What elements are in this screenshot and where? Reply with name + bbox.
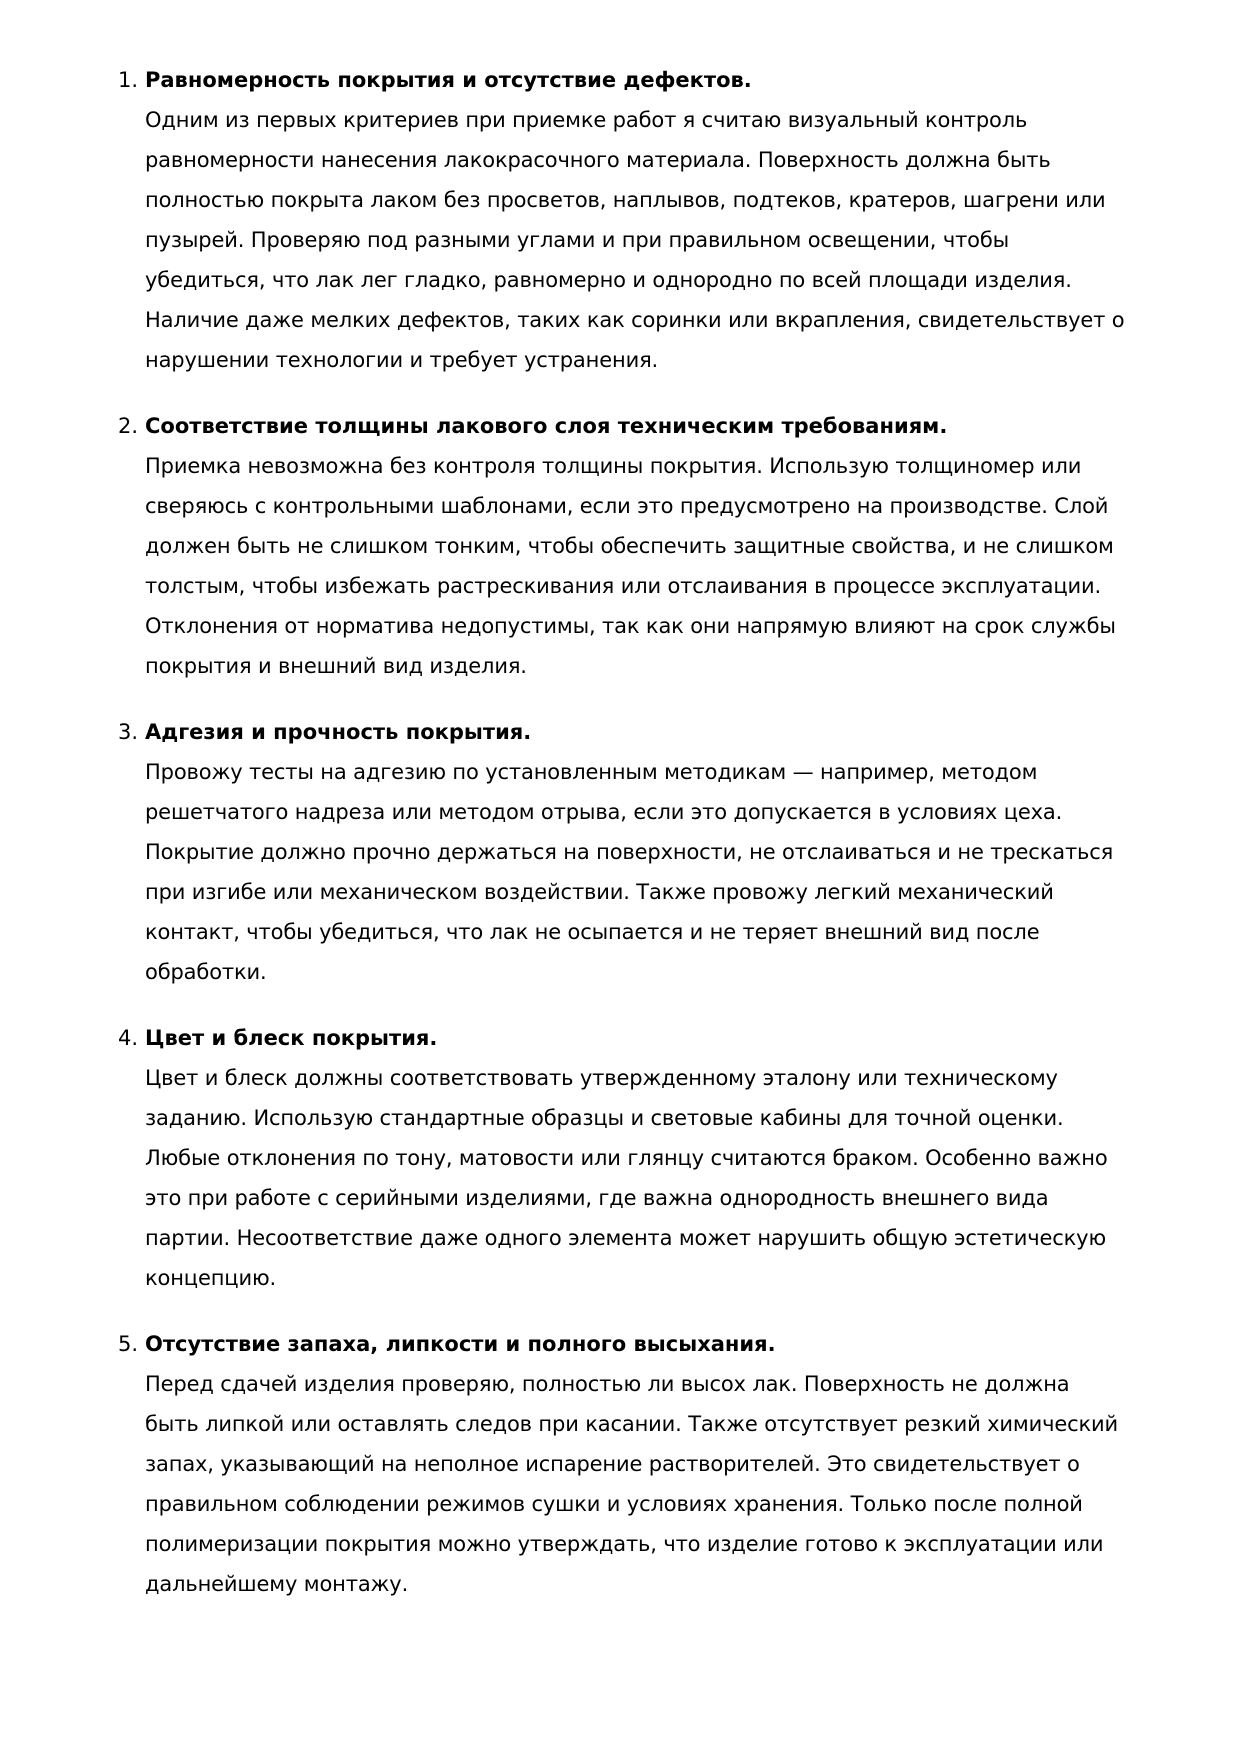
criterion-item-4 <box>118 1018 1178 1298</box>
criterion-title: Цвет и блеск покрытия. <box>145 1026 438 1050</box>
criterion-number: 5. <box>118 1332 139 1356</box>
criteria-list <box>118 60 1178 1630</box>
criterion-number: 2. <box>118 414 139 438</box>
criterion-body: Провожу тесты на адгезию по установленным методикам — например, методом решетчатого надреза или методом отрыва, если это допускается в условиях цеха. Покрытие должно прочно держаться на поверхности, не отслаиваться и не трескаться при изгибе или механическом воздействии. Также провожу легкий механический контакт, чтобы убедиться, что лак не осыпается и не теряет внешний вид после обработки. <box>145 760 1114 984</box>
criterion-item-3 <box>118 712 1178 992</box>
criterion-item-1 <box>118 60 1178 380</box>
criterion-body: Приемка невозможна без контроля толщины покрытия. Использую толщиномер или сверяюсь с контрольными шаблонами, если это предусмотрено на производстве. Слой должен быть не слишком тонким, чтобы обеспечить защитные свойства, и не слишком толстым, чтобы избежать растрескивания или отслаивания в процессе эксплуатации. Отклонения от норматива недопустимы, так как они напрямую влияют на срок службы покрытия и внешний вид изделия. <box>145 454 1116 678</box>
criterion-body: Одним из первых критериев при приемке работ я считаю визуальный контроль равномерности нанесения лакокрасочного материала. Поверхность должна быть полностью покрыта лаком без просветов, наплывов, подтеков, кратеров, шагрени или пузырей. Проверяю под разными углами и при правильном освещении, чтобы убедиться, что лак лег гладко, равномерно и однородно по всей площади изделия. Наличие даже мелких дефектов, таких как соринки или вкрапления, свидетельствует о нарушении технологии и требует устранения. <box>145 108 1125 372</box>
criterion-title: Отсутствие запаха, липкости и полного высыхания. <box>145 1332 776 1356</box>
criterion-number: 4. <box>118 1026 139 1050</box>
criterion-number: 3. <box>118 720 139 744</box>
criterion-title: Соответствие толщины лакового слоя техническим требованиям. <box>145 414 948 438</box>
criterion-item-5 <box>118 1324 1178 1604</box>
criterion-body: Цвет и блеск должны соответствовать утвержденному эталону или техническому заданию. Использую стандартные образцы и световые кабины для точной оценки. Любые отклонения по тону, матовости или глянцу считаются браком. Особенно важно это при работе с серийными изделиями, где важна однородность внешнего вида партии. Несоответствие даже одного элемента может нарушить общую эстетическую концепцию. <box>145 1066 1108 1290</box>
criterion-number: 1. <box>118 68 139 92</box>
criterion-title: Равномерность покрытия и отсутствие дефектов. <box>145 68 752 92</box>
criterion-title: Адгезия и прочность покрытия. <box>145 720 532 744</box>
criterion-item-2 <box>118 406 1178 686</box>
criterion-body: Перед сдачей изделия проверяю, полностью ли высох лак. Поверхность не должна быть липкой или оставлять следов при касании. Также отсутствует резкий химический запах, указывающий на неполное испарение растворителей. Это свидетельствует о правильном соблюдении режимов сушки и условиях хранения. Только после полной полимеризации покрытия можно утверждать, что изделие готово к эксплуатации или дальнейшему монтажу. <box>145 1372 1119 1596</box>
